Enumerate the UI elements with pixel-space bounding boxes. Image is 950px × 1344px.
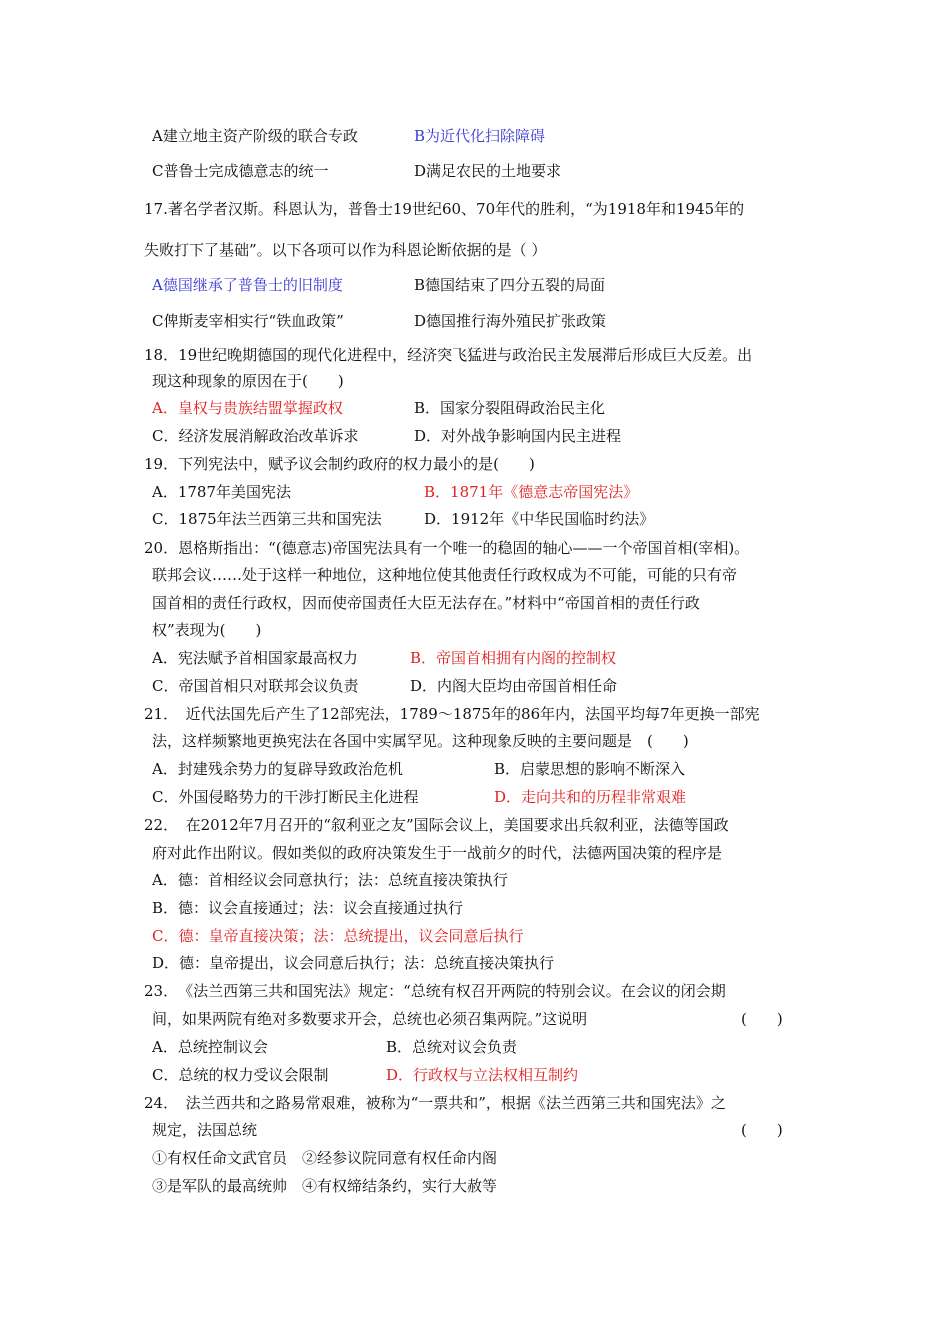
question-22-line-2: 府对此作出附议。假如类似的政府决策发生于一战前夕的时代，法德两国决策的程序是 — [152, 844, 723, 862]
question-24-line-2: 规定，法国总统 — [152, 1121, 258, 1139]
question-19: 19．下列宪法中，赋予议会制约政府的权力最小的是( ) — [144, 455, 535, 473]
option-23c: C．总统的权力受议会限制 — [152, 1066, 329, 1084]
option-23b: B．总统对议会负责 — [386, 1038, 518, 1056]
option-18a: A．皇权与贵族结盟掌握政权 — [152, 399, 343, 417]
option-21b: B．启蒙思想的影响不断深入 — [494, 760, 686, 778]
question-23-blank: ( ) — [741, 1010, 783, 1028]
option-16d: D满足农民的土地要求 — [414, 162, 562, 180]
option-22a: A．德：首相经议会同意执行；法：总统直接决策执行 — [152, 871, 508, 889]
question-23-line-1: 23． 《法兰西第三共和国宪法》规定：“总统有权召开两院的特别会议。在会议的闭会期 — [144, 982, 726, 1000]
option-17a: A德国继承了普鲁士的旧制度 — [152, 276, 343, 294]
option-20c: C．帝国首相只对联邦会议负责 — [152, 677, 359, 695]
question-18-line-2: 现这种现象的原因在于( ) — [152, 372, 344, 390]
option-17c: C俾斯麦宰相实行“铁血政策” — [152, 312, 344, 330]
option-21d: D．走向共和的历程非常艰难 — [494, 788, 687, 806]
question-18-line-1: 18．19世纪晚期德国的现代化进程中，经济突飞猛进与政治民主发展滞后形成巨大反差。出 — [144, 346, 753, 364]
option-18c: C．经济发展消解政治改革诉求 — [152, 427, 359, 445]
question-20-line-1: 20．恩格斯指出：“(德意志)帝国宪法具有一个唯一的稳固的轴心——一个帝国首相(宰相)。 — [144, 539, 750, 557]
statement-24-1-2: ①有权任命文武官员 ②经参议院同意有权任命内阁 — [152, 1149, 498, 1167]
option-17d: D德国推行海外殖民扩张政策 — [414, 312, 607, 330]
option-20b: B．帝国首相拥有内阁的控制权 — [410, 649, 617, 667]
question-24-line-1: 24． 法兰西共和之路易常艰难，被称为“一票共和”，根据《法兰西第三共和国宪法》之 — [144, 1094, 726, 1112]
option-17b: B德国结束了四分五裂的局面 — [414, 276, 606, 294]
option-20a: A．宪法赋予首相国家最高权力 — [152, 649, 358, 667]
option-16b: B为近代化扫除障碍 — [414, 127, 546, 145]
question-17-line-1: 17.著名学者汉斯。科恩认为，普鲁士19世纪60、70年代的胜利，“为1918年和1945年的 — [144, 200, 745, 218]
option-19d: D．1912年《中华民国临时约法》 — [424, 510, 655, 528]
question-17-line-2: 失败打下了基础”。以下各项可以作为科恩论断依据的是（ ） — [144, 241, 547, 259]
option-22d: D．德：皇帝提出，议会同意后执行；法：总统直接决策执行 — [152, 954, 555, 972]
question-20-line-4: 权”表现为( ) — [152, 621, 262, 639]
question-21-line-2: 法，这样频繁地更换宪法在各国中实属罕见。这种现象反映的主要问题是 ( ) — [152, 732, 689, 750]
option-22c: C．德：皇帝直接决策；法：总统提出，议会同意后执行 — [152, 927, 524, 945]
option-19a: A．1787年美国宪法 — [152, 483, 292, 501]
option-22b: B．德：议会直接通过；法：议会直接通过执行 — [152, 899, 464, 917]
option-19c: C．1875年法兰西第三共和国宪法 — [152, 510, 382, 528]
option-18d: D．对外战争影响国内民主进程 — [414, 427, 622, 445]
option-21c: C．外国侵略势力的干涉打断民主化进程 — [152, 788, 419, 806]
question-22-line-1: 22． 在2012年7月召开的“叙利亚之友”国际会议上，美国要求出兵叙利亚，法德等国政 — [144, 816, 729, 834]
option-18b: B．国家分裂阻碍政治民主化 — [414, 399, 606, 417]
option-20d: D．内阁大臣均由帝国首相任命 — [410, 677, 618, 695]
question-21-line-1: 21． 近代法国先后产生了12部宪法，1789～1875年的86年内，法国平均每7年更换一部宪 — [144, 705, 760, 723]
option-16a: A建立地主资产阶级的联合专政 — [152, 127, 358, 145]
option-16c: C普鲁士完成德意志的统一 — [152, 162, 329, 180]
option-23d: D．行政权与立法权相互制约 — [386, 1066, 579, 1084]
option-21a: A．封建残余势力的复辟导致政治危机 — [152, 760, 403, 778]
question-23-line-2: 间，如果两院有绝对多数要求开会，总统也必须召集两院。”这说明 — [152, 1010, 588, 1028]
statement-24-3-4: ③是军队的最高统帅 ④有权缔结条约，实行大赦等 — [152, 1177, 498, 1195]
option-23a: A．总统控制议会 — [152, 1038, 268, 1056]
question-24-blank: ( ) — [741, 1121, 783, 1139]
option-19b: B．1871年《德意志帝国宪法》 — [424, 483, 639, 501]
question-20-line-2: 联邦会议……处于这样一种地位，这种地位使其他责任行政权成为不可能，可能的只有帝 — [152, 566, 738, 584]
question-20-line-3: 国首相的责任行政权，因而使帝国责任大臣无法存在。”材料中“帝国首相的责任行政 — [152, 594, 700, 612]
